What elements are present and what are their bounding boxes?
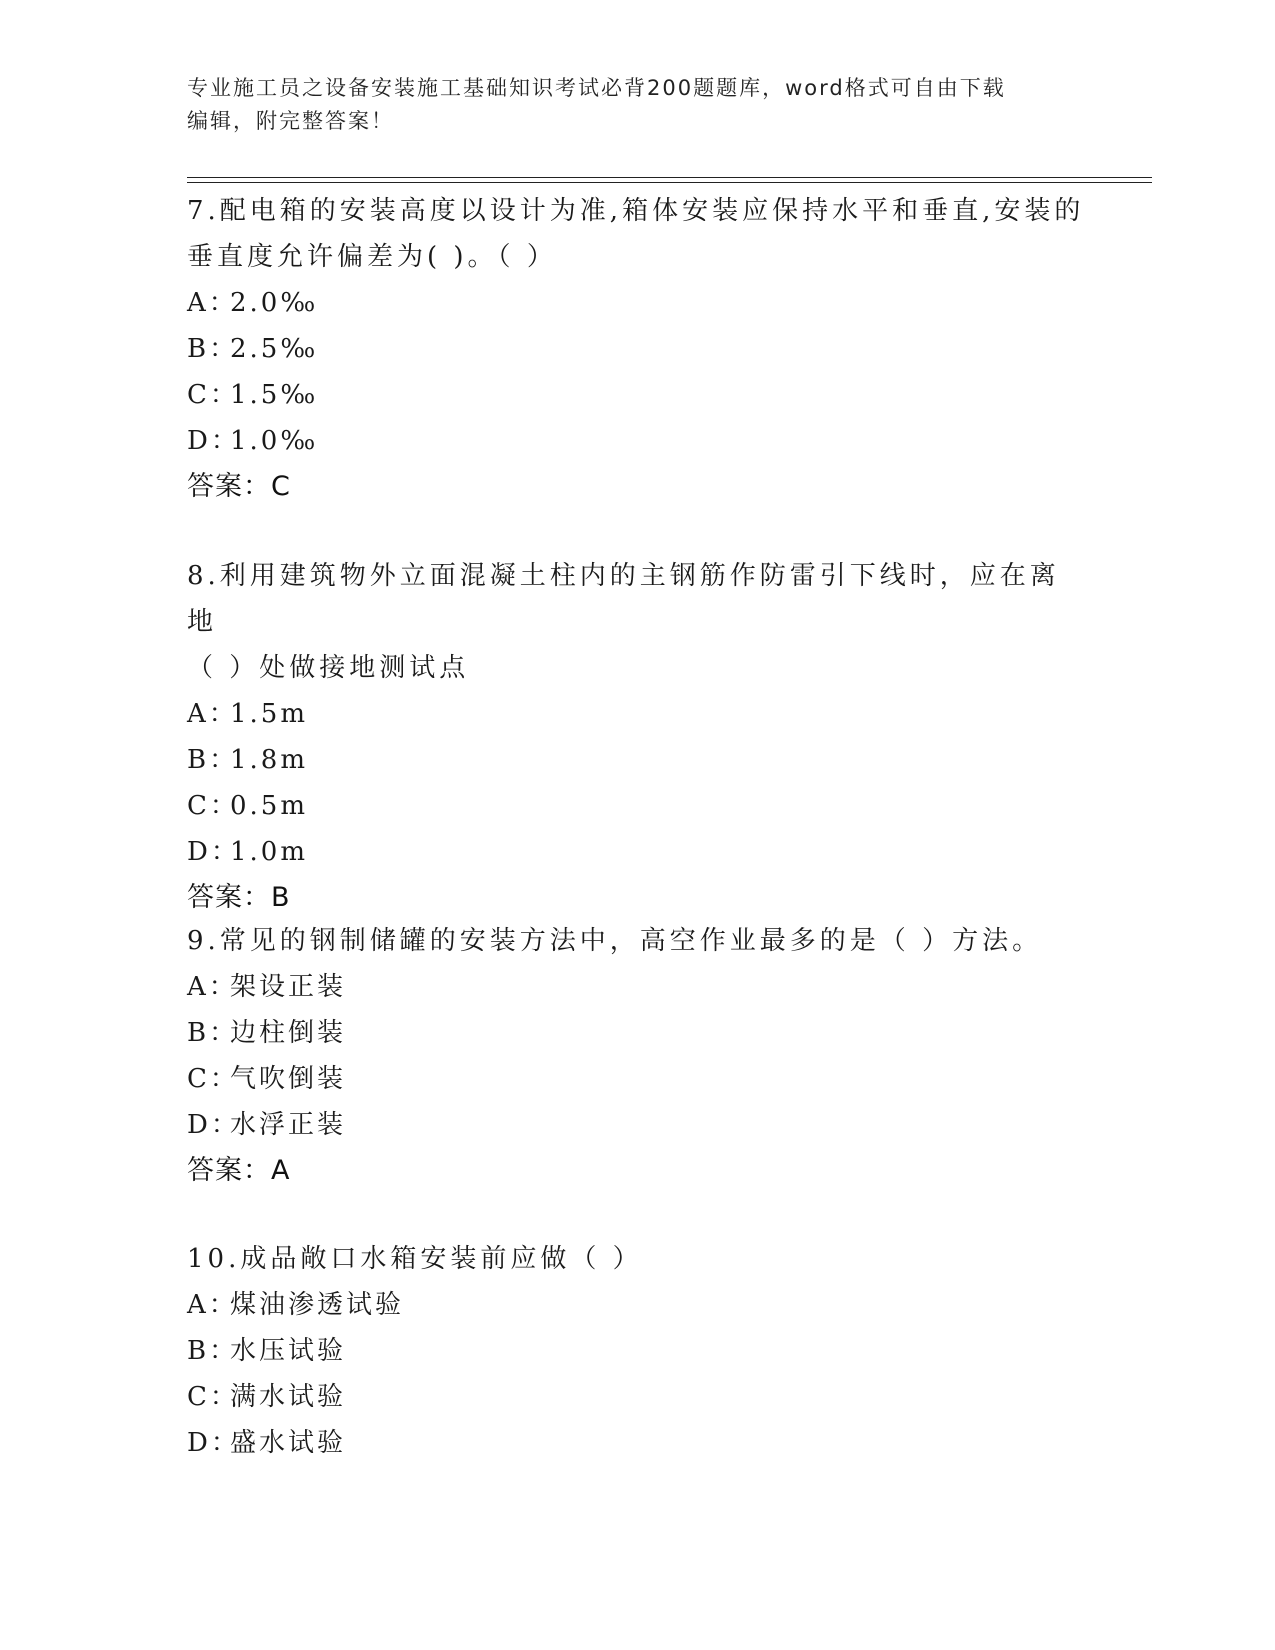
- option-text: 2.0‰: [230, 288, 319, 318]
- option-text: 水压试验: [230, 1336, 347, 1366]
- option-key: B：: [187, 334, 239, 364]
- option-key: C：: [187, 1064, 239, 1094]
- question-8: [187, 553, 1087, 921]
- option-text: 0.5m: [230, 791, 309, 821]
- header-line-1: 专业施工员之设备安装施工基础知识考试必背200题题库，word格式可自由下载: [187, 76, 1006, 100]
- question-stem-line-1: 10.成品敞口水箱安装前应做（ ）: [187, 1244, 643, 1274]
- option-text: 1.0m: [230, 837, 309, 867]
- option-key: A：: [187, 288, 238, 318]
- option-text: 1.5m: [230, 699, 309, 729]
- question-stem-line-2: （ ）处做接地测试点: [187, 653, 470, 683]
- option-d: [187, 418, 1087, 464]
- option-key: B：: [187, 745, 239, 775]
- option-text: 气吹倒装: [230, 1064, 347, 1094]
- answer-label: 答案：B: [187, 882, 291, 913]
- question-9: [187, 918, 1087, 1194]
- option-c: [187, 1374, 1087, 1420]
- option-a: [187, 691, 1087, 737]
- option-text: 煤油渗透试验: [230, 1290, 405, 1320]
- option-text: 1.5‰: [230, 380, 319, 410]
- option-c: [187, 783, 1087, 829]
- option-b: [187, 737, 1087, 783]
- option-key: C：: [187, 380, 239, 410]
- answer-label: 答案：C: [187, 471, 291, 502]
- question-stem-line-1: 8.利用建筑物外立面混凝土柱内的主钢筋作防雷引下线时，应在离地: [187, 561, 1060, 637]
- option-key: A：: [187, 972, 238, 1002]
- question-stem-line-2: 垂直度允许偏差为( )。（ ）: [187, 242, 557, 272]
- option-key: D：: [187, 1110, 240, 1140]
- option-text: 边柱倒装: [230, 1018, 347, 1048]
- option-key: A：: [187, 1290, 238, 1320]
- document-header: [187, 72, 1087, 138]
- option-key: D：: [187, 426, 240, 456]
- option-b: [187, 1010, 1087, 1056]
- option-a: [187, 964, 1087, 1010]
- option-text: 满水试验: [230, 1382, 347, 1412]
- option-text: 1.8m: [230, 745, 309, 775]
- option-text: 水浮正装: [230, 1110, 347, 1140]
- option-key: A：: [187, 699, 238, 729]
- header-line-2: 编辑，附完整答案！: [187, 109, 394, 133]
- option-a: [187, 280, 1087, 326]
- option-key: C：: [187, 1382, 239, 1412]
- option-b: [187, 326, 1087, 372]
- option-d: [187, 829, 1087, 875]
- header-divider-top: [187, 177, 1152, 178]
- option-key: C：: [187, 791, 239, 821]
- option-b: [187, 1328, 1087, 1374]
- option-text: 1.0‰: [230, 426, 319, 456]
- option-key: D：: [187, 837, 240, 867]
- answer-label: 答案：A: [187, 1155, 291, 1186]
- question-stem-line-1: 9.常见的钢制储罐的安装方法中，高空作业最多的是（ ）方法。: [187, 926, 1043, 956]
- option-c: [187, 1056, 1087, 1102]
- option-key: D：: [187, 1428, 240, 1458]
- option-text: 架设正装: [230, 972, 347, 1002]
- question-stem-line-1: 7.配电箱的安装高度以设计为准,箱体安装应保持水平和垂直,安装的: [187, 196, 1085, 226]
- option-a: [187, 1282, 1087, 1328]
- header-divider-bottom: [187, 182, 1152, 183]
- question-7: [187, 188, 1087, 510]
- option-d: [187, 1420, 1087, 1466]
- option-key: B：: [187, 1018, 239, 1048]
- option-c: [187, 372, 1087, 418]
- option-text: 2.5‰: [230, 334, 319, 364]
- question-10: [187, 1236, 1087, 1466]
- option-key: B：: [187, 1336, 239, 1366]
- option-text: 盛水试验: [230, 1428, 347, 1458]
- option-d: [187, 1102, 1087, 1148]
